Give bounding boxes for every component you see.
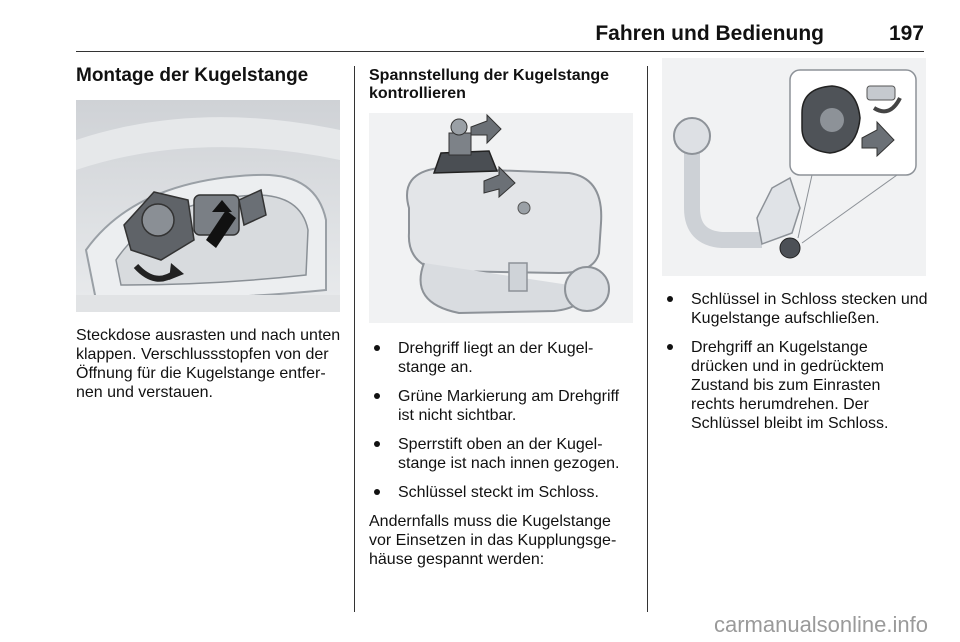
tension-note: Andernfalls muss die Kugelstange vor Einsetzen in das Kupplungsge-häuse gespannt werden: [369, 513, 617, 568]
socket-instructions: Steckdose ausrasten und nach unten klappen. Verschlussstopfen von der Öffnung für die Kugelstange entfer-nen und verstauen. [76, 327, 341, 401]
column-2 [369, 58, 635, 569]
list-item: Schlüssel in Schloss stecken und Kugelstange aufschließen. [662, 290, 928, 328]
subsection-title: Spannstellung der Kugelstange kontrollieren [369, 67, 610, 102]
header-rule [76, 51, 924, 52]
list-item: Grüne Markierung am Drehgriff ist nicht sichtbar. [369, 387, 635, 425]
key-lock-figure [662, 58, 926, 276]
column-1 [76, 58, 342, 402]
header-title: Fahren und Bedienung [595, 22, 824, 45]
towbar-tension-figure [369, 113, 633, 323]
column-3 [662, 58, 928, 443]
list-item: Drehgriff an Kugelstange drücken und in gedrücktem Zustand bis zum Einrasten rechts herumdrehen. Der Schlüssel bleibt im Schloss. [662, 338, 928, 433]
page-number: 197 [888, 22, 924, 45]
tension-checklist [369, 339, 635, 502]
unlock-steps [662, 290, 928, 433]
section-title: Montage der Kugelstange [76, 65, 309, 86]
list-item: Schlüssel steckt im Schloss. [369, 483, 635, 502]
column-divider-2 [647, 66, 648, 612]
footer-watermark: carmanualsonline.info [713, 612, 928, 637]
column-divider-1 [354, 66, 355, 612]
socket-figure [76, 100, 340, 312]
list-item: Sperrstift oben an der Kugel-stange ist nach innen gezogen. [369, 435, 635, 473]
list-item: Drehgriff liegt an der Kugel-stange an. [369, 339, 635, 377]
